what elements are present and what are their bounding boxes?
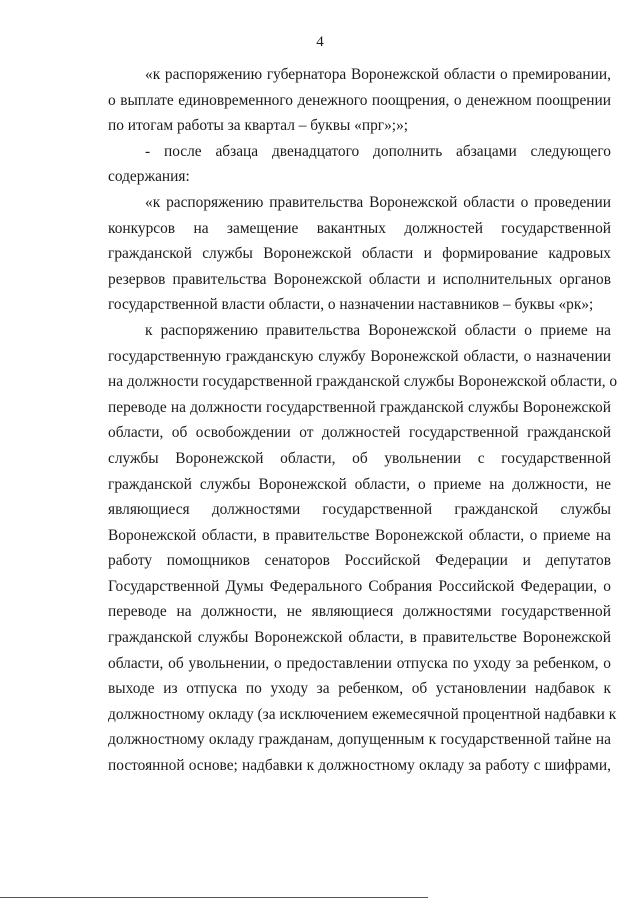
text-line: к распоряжению правительства Воронежской области о приеме на xyxy=(145,321,611,339)
text-line: являющиеся должностями государственной гражданской службы xyxy=(108,501,611,519)
paragraph-civil-service-order xyxy=(108,318,618,779)
text-line: на должности государственной гражданской службы Воронежской области, о xyxy=(108,373,618,391)
paragraph-contests-order xyxy=(108,190,611,318)
text-line: по итогам работы за квартал – буквы «прг»;»; xyxy=(108,117,409,135)
paragraph-amendment-instruction xyxy=(108,139,611,190)
text-line: службы Воронежской области, об увольнении с государственной xyxy=(108,449,611,467)
text-line: государственной власти области, о назначении наставников – буквы «рк»; xyxy=(108,296,594,314)
text-line: гражданской службы Воронежской области, в правительстве Воронежской xyxy=(108,629,611,647)
text-line: «к распоряжению губернатора Воронежской области о премировании, xyxy=(145,66,611,83)
text-line: государственную гражданскую службу Воронежской области, о назначении xyxy=(108,347,611,365)
text-line: резервов правительства Воронежской области и исполнительных органов xyxy=(108,270,611,288)
paragraph-governor-order xyxy=(108,62,611,139)
text-line: постоянной основе; надбавки к должностному окладу за работу с шифрами, xyxy=(108,757,611,775)
text-line: области, об освобождении от должностей государственной гражданской xyxy=(108,424,611,442)
text-line: - после абзаца двенадцатого дополнить абзацами следующего xyxy=(145,142,611,160)
text-line: конкурсов на замещение вакантных должностей государственной xyxy=(108,219,611,237)
text-line: гражданской службы Воронежской области, о приеме на должности, не xyxy=(108,475,611,493)
text-line: Воронежской области, в правительстве Воронежской области, о приеме на xyxy=(108,526,611,544)
page-number: 4 xyxy=(316,34,324,50)
text-line: должностному окладу (за исключением ежемесячной процентной надбавки к xyxy=(108,705,617,723)
text-line: выходе из отпуска по уходу за ребенком, об установлении надбавок к xyxy=(108,680,611,698)
text-line: области, об увольнении, о предоставлении отпуска по уходу за ребенком, о xyxy=(108,654,611,672)
text-line: должностному окладу гражданам, допущенным к государственной тайне на xyxy=(108,731,611,749)
page-bottom-rule xyxy=(0,897,428,898)
document-body xyxy=(108,62,618,779)
text-line: гражданской службы Воронежской области и формирование кадровых xyxy=(108,245,611,263)
text-line: переводе на должности государственной гражданской службы Воронежской xyxy=(108,398,611,416)
text-line: о выплате единовременного денежного поощрения, о денежном поощрении xyxy=(108,91,611,109)
text-line: содержания: xyxy=(108,168,190,186)
text-line: Государственной Думы Федерального Собрания Российской Федерации, о xyxy=(108,577,611,595)
text-line: работу помощников сенаторов Российской Федерации и депутатов xyxy=(108,552,611,570)
text-line: переводе на должности, не являющиеся должностями государственной xyxy=(108,603,611,621)
text-line: «к распоряжению правительства Воронежской области о проведении xyxy=(145,193,611,211)
